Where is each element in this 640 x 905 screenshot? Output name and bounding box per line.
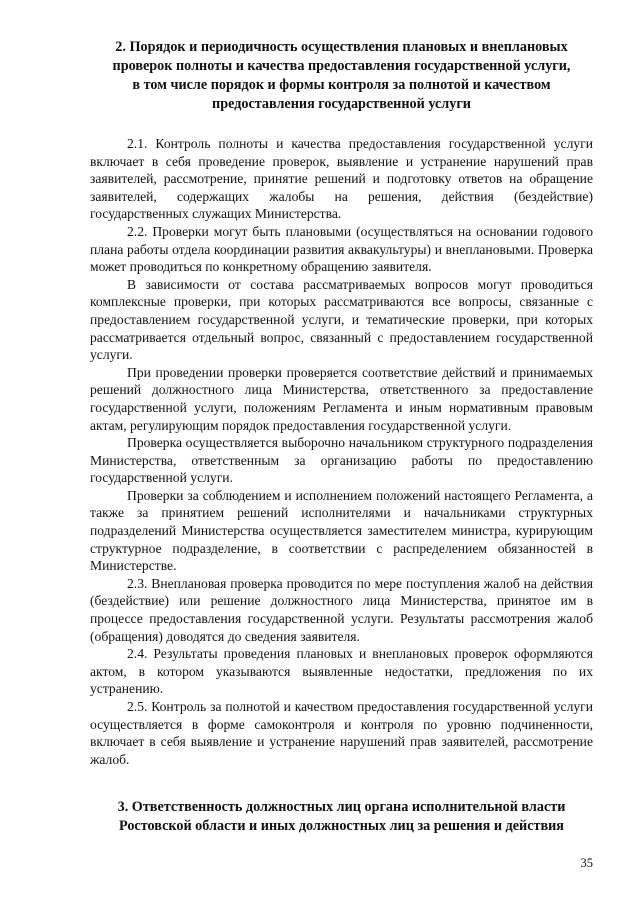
paragraph-2-3: 2.3. Внеплановая проверка проводится по мере поступления жалоб на действия (бездействие) или решение должностного лица Министерства, принятое им в процессе предоставления государственной услуги. Результаты рассмотрения жалоб (обращения) доводятся до сведения заявителя.: [90, 575, 593, 644]
section-2-heading-line: проверок полноты и качества предоставления государственной услуги,: [112, 58, 571, 74]
section-2-body: [90, 135, 593, 768]
paragraph-comprehensive-checks: В зависимости от состава рассматриваемых вопросов могут проводиться комплексные проверки, при которых рассматриваются все вопросы, связанные с предоставлением государственной услуги, и тематические проверки, при которых рассматривается отдельный вопрос, связанный с предоставлением государственной услуги.: [90, 276, 593, 363]
section-2-heading: [90, 38, 593, 114]
section-2-heading-line: предоставления государственной услуги: [212, 96, 471, 112]
section-3-heading-line: Ростовской области и иных должностных лиц за решения и действия: [119, 818, 564, 834]
section-3-heading: [90, 798, 593, 836]
paragraph-selective-check: Проверка осуществляется выборочно начальником структурного подразделения Министерства, ответственным за организацию работы по предоставлению государственной услуги.: [90, 435, 593, 486]
paragraph-2-2: 2.2. Проверки могут быть плановыми (осуществляться на основании годового плана работы отдела координации развития аквакультуры) и внеплановыми. Проверка может проводиться по конкретному обращению заявителя.: [90, 223, 593, 275]
section-3-heading-line: 3. Ответственность должностных лиц органа исполнительной власти: [117, 799, 566, 815]
paragraph-compliance-checks: Проверки за соблюдением и исполнением положений настоящего Регламента, а также за принятием решений исполнителями и начальниками структурных подразделений Министерства осуществляется заместителем министра, курирующим структурное подразделение, в соответствии с распределением обязанностей в Министерстве.: [90, 487, 593, 574]
paragraph-check-scope: При проведении проверки проверяется соответствие действий и принимаемых решений должностного лица Министерства, ответственного за предоставление государственной услуги, положениям Регламента и иным нормативным правовым актам, регулирующим порядок предоставления государственной услуги.: [90, 364, 593, 433]
section-2-heading-line: 2. Порядок и периодичность осуществления плановых и внеплановых: [115, 39, 568, 55]
page-number: 35: [580, 856, 593, 870]
paragraph-2-5: 2.5. Контроль за полнотой и качеством предоставления государственной услуги осуществляется в форме самоконтроля и контроля по уровню подчиненности, включает в себя выявление и устранение нарушений прав заявителей, рассмотрение жалоб.: [90, 699, 593, 767]
document-page: [90, 38, 593, 834]
paragraph-2-1: 2.1. Контроль полноты и качества предоставления государственной услуги включает в себя проведение проверок, выявление и устранение нарушений прав заявителей, рассмотрение, принятие решений и подготовку ответов на обращение заявителей, содержащих жалобы на решения, действия (бездействие) государственных служащих Министерства.: [90, 136, 593, 222]
paragraph-2-4: 2.4. Результаты проведения плановых и внеплановых проверок оформляются актом, в котором указываются выявленные недостатки, предложения по их устранению.: [90, 646, 593, 697]
section-2-heading-line: в том числе порядок и формы контроля за полнотой и качеством: [132, 77, 551, 93]
